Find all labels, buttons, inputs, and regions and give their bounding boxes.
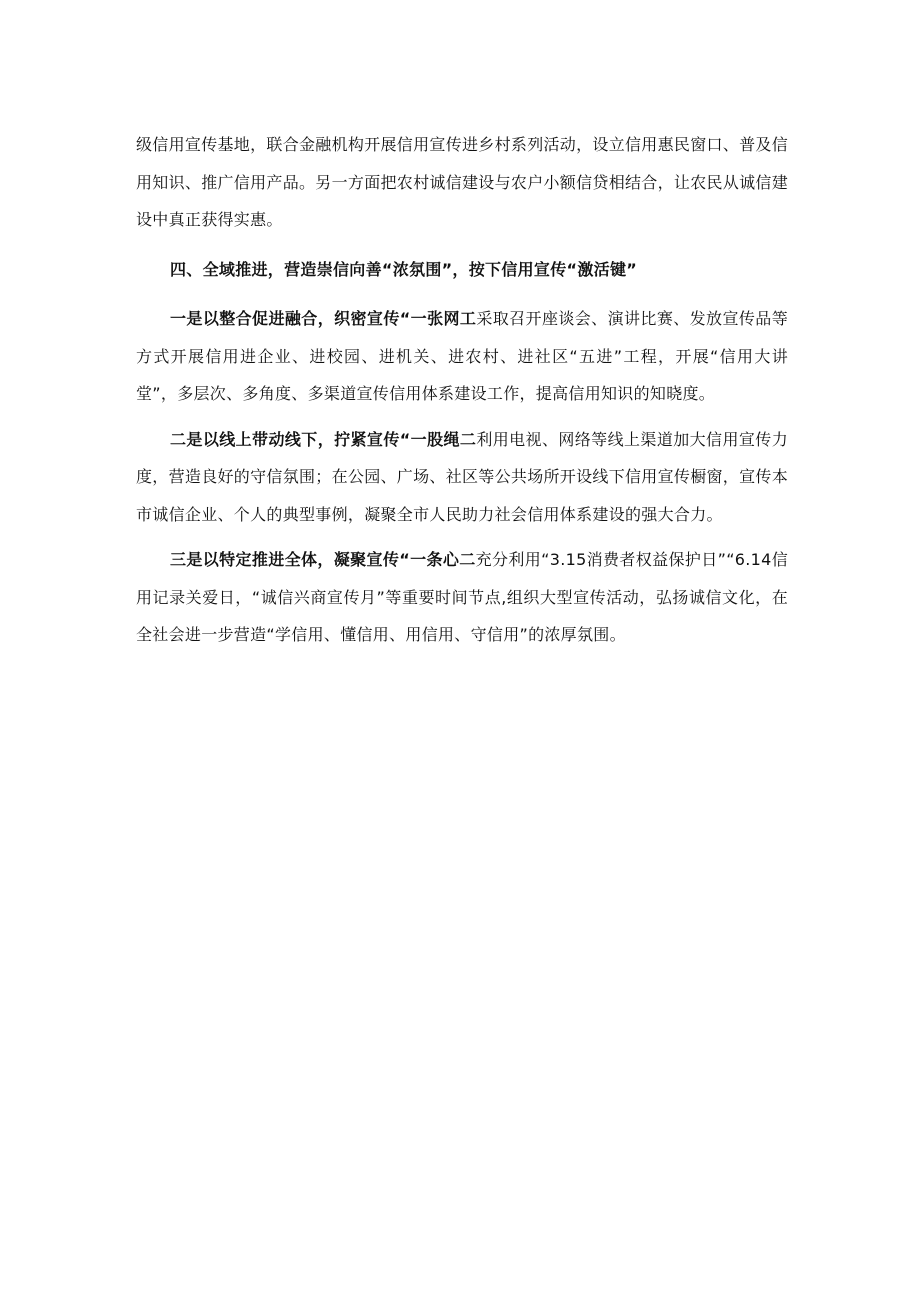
item-lead-1: 一是以整合促进融合，织密宣传“一张网工	[170, 309, 477, 328]
document-body	[136, 126, 788, 654]
section-heading: 四、全域推进，营造崇信向善“浓氛围”，按下信用宣传“激活键”	[170, 259, 638, 279]
item-body-2: 利用电视、网络等线上渠道加大信用宣传力度，营造良好的守信氛围；在公园、广场、社区等公共场所开设线下信用宣传橱窗，宣传本市诚信企业、个人的典型事例，凝聚全市人民助力社会信用体系建设的强大合力。	[136, 429, 789, 524]
item-lead-2: 二是以线上带动线下，拧紧宣传“一股绳二	[170, 429, 477, 449]
item-paragraph-3	[136, 541, 788, 654]
item-paragraph-1	[136, 300, 788, 413]
continued-paragraph: 级信用宣传基地，联合金融机构开展信用宣传进乡村系列活动，设立信用惠民窗口、普及信用知识、推广信用产品。另一方面把农村诚信建设与农户小额信贷相结合，让农民从诚信建设中真正获得实惠。	[136, 135, 789, 229]
item-body-1: 采取召开座谈会、演讲比赛、发放宣传品等方式开展信用进企业、进校园、进机关、进农村、进社区“五进”工程，开展“信用大讲堂”，多层次、多角度、多渠道宣传信用体系建设工作，提高信用知识的知晓度。	[136, 309, 788, 403]
item-lead-3: 三是以特定推进全体，凝聚宣传“一条心二	[170, 550, 476, 569]
item-paragraph-2	[136, 421, 788, 534]
item-body-3: 充分利用“3.15消费者权益保护日”“6.14信用记录关爱日，“诚信兴商宣传月”等重要时间节点,组织大型宣传活动，弘扬诚信文化，在全社会进一步营造“学信用、懂信用、用信用、守信用”的浓厚氛围。	[136, 550, 788, 644]
